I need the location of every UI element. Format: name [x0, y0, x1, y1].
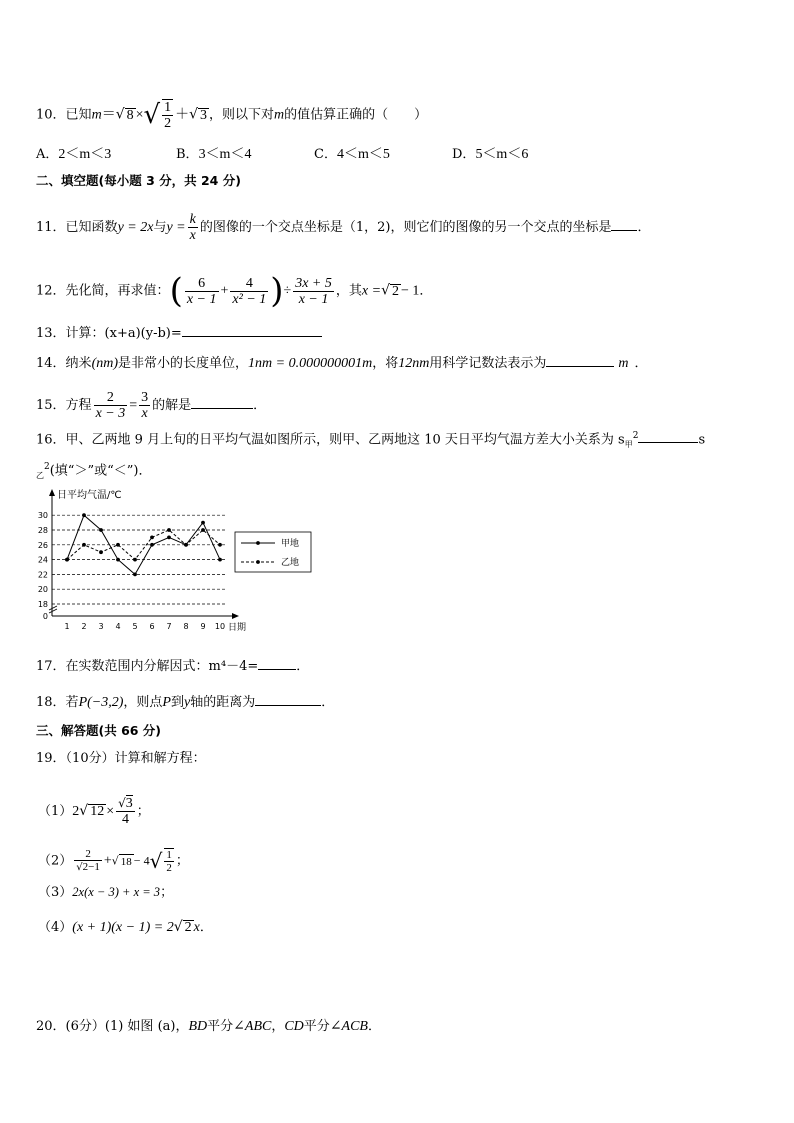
frac-num: 1 — [166, 849, 172, 861]
value-12nm: 12nm — [398, 356, 430, 371]
q19-part-1 — [38, 796, 764, 827]
frac-num: 3x + 5 — [295, 275, 332, 291]
frac-den: x − 1 — [186, 291, 217, 307]
question-16-line-1 — [36, 428, 764, 453]
radical-sign: √ — [118, 796, 126, 810]
question-number: 20． — [36, 1019, 66, 1034]
var-m: m — [274, 107, 285, 123]
q12-text: ，其 — [335, 283, 362, 299]
q19-part-3 — [38, 884, 764, 901]
radical-sign: √ — [76, 862, 83, 873]
right-paren: ) — [270, 271, 284, 311]
frac-den: x − 1 — [298, 291, 329, 307]
q19-part-2 — [38, 848, 764, 874]
sqrt-half — [162, 99, 173, 131]
q20-text: 平分 — [303, 1019, 330, 1034]
q15-text: 方程 — [65, 398, 92, 413]
y-tick-label: 18 — [37, 600, 48, 609]
y-tick-label: 26 — [37, 540, 48, 550]
x-tick-label: 9 — [200, 622, 206, 631]
series-point-1 — [82, 513, 86, 517]
var-p: P — [162, 695, 171, 710]
q18-text: 若 — [65, 695, 79, 710]
question-15 — [36, 390, 764, 421]
fraction-b — [230, 276, 268, 307]
minus-one: −1 — [88, 861, 100, 873]
angle-acb: ∠ACB — [329, 1019, 368, 1034]
semicolon: ； — [160, 885, 174, 900]
frac-num: 2 — [74, 848, 102, 861]
answer-blank[interactable] — [182, 323, 322, 337]
option-c[interactable] — [314, 147, 390, 163]
option-a[interactable] — [36, 147, 111, 163]
frac-den: 2 — [164, 116, 172, 131]
fraction-a — [94, 390, 128, 421]
temperature-line-chart — [30, 484, 330, 640]
q16-text: (填“＞”或“＜”)． — [49, 463, 152, 479]
answer-blank[interactable] — [611, 217, 637, 231]
question-18 — [36, 692, 764, 711]
x-tick-label: 10 — [214, 622, 226, 631]
question-13 — [36, 323, 764, 342]
fraction-c — [293, 276, 334, 307]
q15-text: 的解是 — [152, 398, 192, 413]
frac-den: x − 3 — [95, 406, 126, 421]
question-19 — [36, 751, 764, 767]
comma: ， — [271, 1019, 285, 1034]
radical-sign: √ — [79, 803, 89, 819]
option-label: D． — [452, 147, 476, 162]
divide: ÷ — [283, 283, 292, 299]
q20-text: 平分 — [207, 1019, 234, 1034]
q11-text: 的图像的一个交点坐标是（1，2)，则它们的图像的另一个交点的坐标是 — [199, 220, 612, 235]
angle-abc: ∠ABC — [233, 1019, 272, 1034]
frac-num: 4 — [230, 276, 268, 292]
series-point-2 — [167, 528, 171, 532]
sqrt-2: 2 — [184, 920, 192, 935]
part-label: （3） — [38, 885, 73, 900]
period: ． — [367, 1019, 381, 1034]
q10-text: 已知 — [65, 107, 92, 123]
superscript-2: 2 — [632, 431, 639, 441]
x-tick-label: 7 — [166, 622, 172, 631]
section-heading-fill-in: 二、填空题(每小题 3 分，共 24 分) — [36, 173, 241, 188]
y-axis-label: 日平均气温/℃ — [57, 490, 122, 501]
question-11 — [36, 212, 764, 243]
y-tick-label: 30 — [37, 511, 48, 521]
frac-den: x — [141, 406, 148, 421]
period: ． — [634, 356, 648, 371]
series-point-2 — [218, 543, 222, 547]
radical-sign: √ — [149, 849, 163, 873]
series-point-2 — [99, 550, 103, 554]
option-text: 3＜m＜4 — [198, 147, 252, 162]
answer-blank[interactable] — [191, 395, 253, 409]
unit-m: m — [618, 356, 629, 371]
frac-num: 1 — [164, 100, 172, 115]
var-m: m — [91, 107, 102, 123]
q14-text: 是非常小的长度单位， — [118, 356, 249, 371]
q17-text: 在实数范围内分解因式：m⁴－4= — [65, 659, 259, 674]
q18-text: 轴的距离为 — [190, 695, 256, 710]
question-17 — [36, 656, 764, 675]
question-number: 15． — [36, 398, 66, 413]
x-axis-arrow — [232, 613, 239, 619]
period: ． — [321, 695, 335, 710]
sqrt-8: 8 — [126, 107, 134, 123]
fraction-k-over-x — [188, 212, 198, 243]
question-number: 19． — [36, 751, 66, 766]
x-axis-label: 日期 — [228, 623, 247, 633]
legend-marker-2 — [256, 560, 260, 564]
series-point-1 — [99, 528, 103, 532]
subscript-yi: 乙 — [36, 470, 44, 480]
radical-sign: √ — [189, 106, 199, 123]
plus: + — [103, 853, 112, 869]
semicolon: ； — [136, 804, 150, 819]
y-tick-label: 24 — [37, 555, 48, 565]
segment-cd: CD — [284, 1019, 304, 1034]
segment-bd: BD — [188, 1019, 208, 1034]
sqrt-3: 3 — [125, 796, 133, 811]
y-axis-arrow — [49, 489, 55, 496]
question-14 — [36, 353, 764, 372]
y-tick-label: 20 — [37, 585, 48, 595]
period: ． — [253, 398, 267, 413]
q10-text: 的值估算正确的（ ） — [284, 107, 428, 123]
radical-sign: √ — [111, 854, 119, 868]
question-number: 12． — [36, 283, 66, 299]
q12-text: 先化简，再求值： — [65, 283, 170, 299]
nm-definition: 1nm = 0.000000001m — [248, 356, 373, 371]
part-label: （2） — [38, 853, 73, 869]
q20-text: (6分）(1) 如图 (a)， — [65, 1019, 189, 1034]
q13-text: 计算：(x+a)(y-b)= — [65, 326, 182, 341]
function-1: y = 2x — [117, 220, 154, 235]
part-label: （1） — [38, 804, 73, 819]
option-label: A． — [36, 147, 59, 162]
frac-num: 6 — [185, 276, 219, 292]
series-point-2 — [65, 558, 69, 562]
sqrt-2: 2 — [392, 283, 399, 299]
q18-text: 到 — [170, 695, 184, 710]
question-10 — [36, 99, 764, 131]
left-paren: ( — [169, 271, 183, 311]
question-number: 17． — [36, 659, 66, 674]
period: ． — [199, 920, 213, 935]
option-b[interactable] — [176, 147, 251, 163]
question-number: 10． — [36, 107, 66, 123]
equation-4: (x + 1)(x − 1) = 2 — [72, 920, 174, 935]
legend-label: 甲地 — [281, 539, 300, 549]
question-16-line-2 — [36, 459, 764, 484]
period: ． — [637, 220, 651, 235]
radical-sign: √ — [381, 282, 390, 299]
series-point-2 — [201, 528, 205, 532]
coefficient: 2 — [72, 804, 80, 819]
plus: ＋ — [175, 107, 190, 123]
series-point-1 — [116, 558, 120, 562]
answer-blank[interactable] — [258, 656, 296, 670]
option-label: B． — [176, 147, 199, 162]
frac-num: k — [189, 212, 196, 227]
legend-marker-1 — [256, 541, 260, 545]
y-tick-label: 22 — [37, 570, 48, 580]
option-label: C． — [314, 147, 337, 162]
legend-label: 乙地 — [281, 558, 300, 568]
section-heading-solutions: 三、解答题(共 66 分) — [36, 723, 162, 738]
x-tick-label: 5 — [132, 622, 138, 631]
origin-label: 0 — [42, 612, 48, 621]
series-point-2 — [82, 543, 86, 547]
radical-sign: √ — [143, 100, 161, 130]
subscript-jia: 甲 — [624, 439, 633, 449]
answer-blank[interactable] — [255, 692, 321, 706]
x-equals: x = — [361, 283, 382, 299]
question-12 — [36, 271, 764, 311]
unit-nm: (nm) — [91, 356, 118, 371]
sqrt-half — [164, 848, 174, 874]
times: × — [106, 804, 115, 819]
sqrt-3: 3 — [200, 107, 208, 123]
point-p: P(−3,2) — [78, 695, 124, 710]
x-tick-label: 2 — [81, 622, 87, 631]
q14-text: 用科学记数法表示为 — [429, 356, 547, 371]
x-tick-label: 8 — [183, 622, 189, 631]
question-20 — [36, 1019, 764, 1035]
q11-text: 与 — [153, 220, 167, 235]
equals: ＝ — [101, 107, 116, 123]
series-point-1 — [150, 543, 154, 547]
superscript-2: 2 — [44, 462, 50, 472]
q14-text: 纳米 — [65, 356, 92, 371]
fraction-2-over-sqrt2-minus-1 — [74, 848, 102, 874]
x-tick-label: 4 — [115, 622, 121, 631]
x-tick-label: 3 — [98, 622, 104, 631]
radical-sign: √ — [115, 106, 125, 123]
equals: = — [129, 398, 138, 413]
minus-four: − 4 — [133, 853, 150, 868]
series-point-1 — [218, 558, 222, 562]
legend-box — [235, 532, 311, 572]
var-y: y — [183, 695, 191, 710]
y-tick-label: 28 — [37, 526, 48, 535]
sqrt-18: 18 — [120, 855, 132, 868]
fraction-sqrt3-over-4 — [116, 796, 135, 827]
fraction-a — [185, 276, 219, 307]
q19-part-4 — [38, 919, 764, 936]
frac-num: 3 — [141, 390, 149, 405]
period: ． — [419, 283, 433, 299]
answer-blank[interactable] — [638, 429, 698, 443]
equation-3: 2x(x − 3) + x = 3 — [72, 885, 161, 899]
frac-den: x² − 1 — [232, 291, 267, 307]
x-tick-label: 1 — [64, 622, 70, 631]
part-label: （4） — [38, 920, 73, 935]
series-point-2 — [133, 558, 137, 562]
radical-sign: √ — [173, 919, 183, 935]
question-number: 13． — [36, 326, 66, 341]
function-2-lhs: y = — [166, 220, 186, 235]
s-symbol: s — [698, 432, 706, 448]
series-point-2 — [150, 536, 154, 540]
series-point-2 — [116, 543, 120, 547]
semicolon: ； — [175, 853, 189, 869]
q14-text: ，将 — [372, 356, 399, 371]
var-x: x — [193, 920, 200, 935]
minus-one: − 1 — [401, 283, 420, 299]
q11-text: 已知函数 — [65, 220, 118, 235]
series-point-2 — [184, 543, 188, 547]
answer-blank[interactable] — [546, 353, 614, 367]
plus: + — [220, 283, 229, 299]
question-number: 11． — [36, 220, 66, 235]
question-number: 14． — [36, 356, 66, 371]
frac-num: 2 — [94, 390, 128, 406]
frac-den: 2 — [166, 862, 172, 874]
times: × — [135, 107, 144, 123]
option-text: 2＜m＜3 — [58, 147, 112, 162]
option-text: 4＜m＜5 — [336, 147, 390, 162]
question-number: 18． — [36, 695, 66, 710]
option-d[interactable] — [452, 147, 528, 163]
q16-text: 甲、乙两地 9 月上旬的日平均气温如图所示，则甲、乙两地这 10 天日平均气温方差大小关系为 s — [65, 432, 625, 448]
sqrt-2: 2 — [82, 861, 89, 873]
x-tick-label: 6 — [149, 622, 155, 631]
series-point-1 — [167, 536, 171, 540]
frac-den: 4 — [121, 812, 129, 827]
q10-text: ，则以下对 — [209, 107, 275, 123]
frac-den: x — [189, 228, 196, 243]
question-number: 16． — [36, 432, 66, 448]
series-point-1 — [133, 573, 137, 577]
sqrt-12: 12 — [90, 804, 105, 819]
period: ． — [296, 659, 310, 674]
q18-text: ，则点 — [123, 695, 163, 710]
option-text: 5＜m＜6 — [475, 147, 529, 162]
series-point-1 — [201, 521, 205, 525]
q19-text: （10分）计算和解方程： — [65, 751, 206, 766]
fraction-b — [139, 390, 150, 421]
